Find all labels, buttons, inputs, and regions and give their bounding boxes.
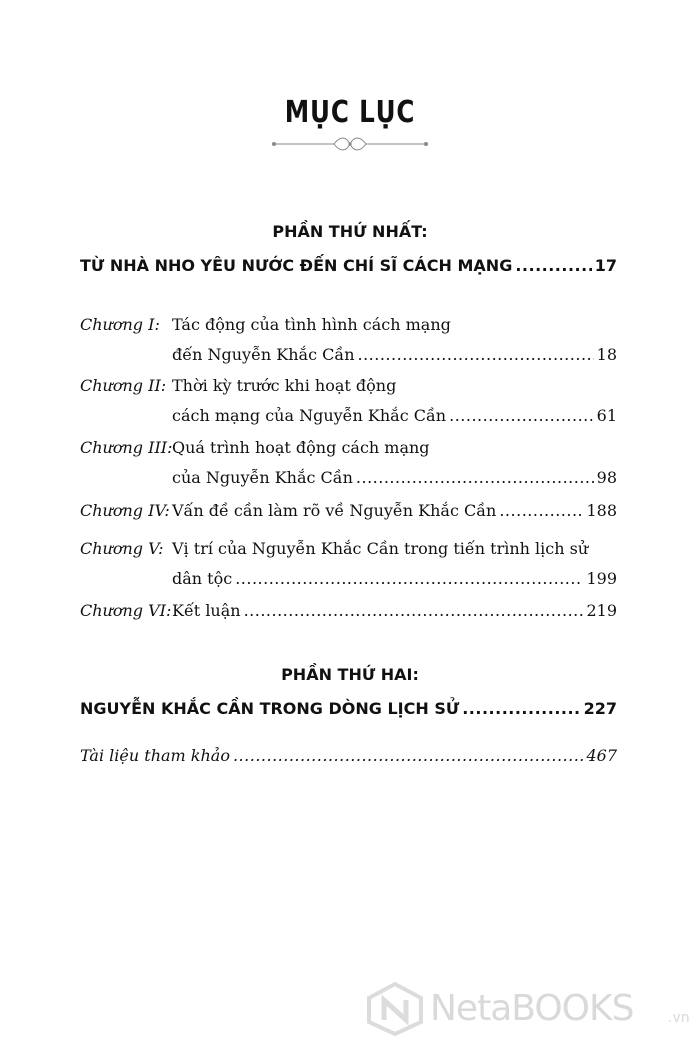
- chapter-title: Kết luận: [172, 601, 241, 620]
- chapter-label: Chương III:: [80, 438, 173, 457]
- references-page: 467: [586, 746, 617, 765]
- part1-title: TỪ NHÀ NHO YÊU NƯỚC ĐẾN CHÍ SĨ CÁCH MẠNG: [80, 256, 513, 275]
- dot-leader: [515, 256, 591, 275]
- flourish-ornament-icon: [270, 133, 430, 155]
- netabooks-logo-icon: [366, 982, 424, 1036]
- chapter-page: 219: [586, 601, 617, 620]
- chapter-title: Vấn đề cần làm rõ về Nguyễn Khắc Cần: [172, 501, 497, 520]
- part2-title: NGUYỄN KHẮC CẦN TRONG DÒNG LỊCH SỬ: [80, 699, 460, 718]
- dot-leader: [356, 463, 594, 493]
- watermark-suffix: .vn: [668, 1010, 690, 1026]
- chapter-label: Chương II:: [80, 376, 167, 395]
- toc-references-entry[interactable]: [80, 746, 617, 765]
- chapter-title: Thời kỳ trước khi hoạt động: [172, 376, 397, 395]
- toc-chapter-3[interactable]: [80, 433, 617, 493]
- references-label: Tài liệu tham khảo: [80, 746, 230, 765]
- chapter-title-cont: đến Nguyễn Khắc Cần: [172, 345, 355, 364]
- toc-chapter-5[interactable]: [80, 534, 617, 594]
- chapter-page: 61: [596, 406, 617, 425]
- toc-chapter-2[interactable]: [80, 371, 617, 431]
- chapter-title-cont: dân tộc: [172, 569, 233, 588]
- chapter-page: 18: [596, 345, 617, 364]
- dot-leader: [244, 596, 584, 626]
- dot-leader: [462, 699, 580, 718]
- page-title: MỤC LỤC: [284, 95, 416, 130]
- dot-leader: [499, 496, 583, 526]
- chapter-title: Quá trình hoạt động cách mạng: [172, 438, 430, 457]
- chapter-label: Chương V:: [80, 539, 164, 558]
- chapter-title-cont: của Nguyễn Khắc Cần: [172, 468, 353, 487]
- part2-heading: PHẦN THỨ HAI:: [281, 665, 419, 684]
- chapter-title: Tác động của tình hình cách mạng: [172, 315, 451, 334]
- toc-chapter-6[interactable]: [80, 596, 617, 626]
- part2-page: 227: [583, 699, 617, 718]
- chapter-label: Chương VI:: [80, 601, 172, 620]
- chapter-title: Vị trí của Nguyễn Khắc Cần trong tiến trình lịch sử: [172, 539, 589, 558]
- dot-leader: [358, 340, 594, 370]
- dot-leader: [235, 564, 583, 594]
- watermark-brand: NetaBOOKS: [430, 988, 634, 1029]
- chapter-label: Chương IV:: [80, 501, 170, 520]
- part1-page: 17: [594, 256, 617, 275]
- toc-chapter-1[interactable]: [80, 310, 617, 370]
- chapter-page: 98: [596, 468, 617, 487]
- toc-chapter-4[interactable]: [80, 496, 617, 526]
- part1-heading: PHẦN THỨ NHẤT:: [272, 222, 428, 241]
- chapter-label: Chương I:: [80, 315, 160, 334]
- toc-part1-entry[interactable]: [80, 256, 617, 275]
- chapter-page: 188: [586, 501, 617, 520]
- chapter-page: 199: [586, 569, 617, 588]
- toc-part2-entry[interactable]: [80, 699, 617, 718]
- dot-leader: [233, 746, 583, 765]
- dot-leader: [449, 401, 594, 431]
- chapter-title-cont: cách mạng của Nguyễn Khắc Cần: [172, 406, 447, 425]
